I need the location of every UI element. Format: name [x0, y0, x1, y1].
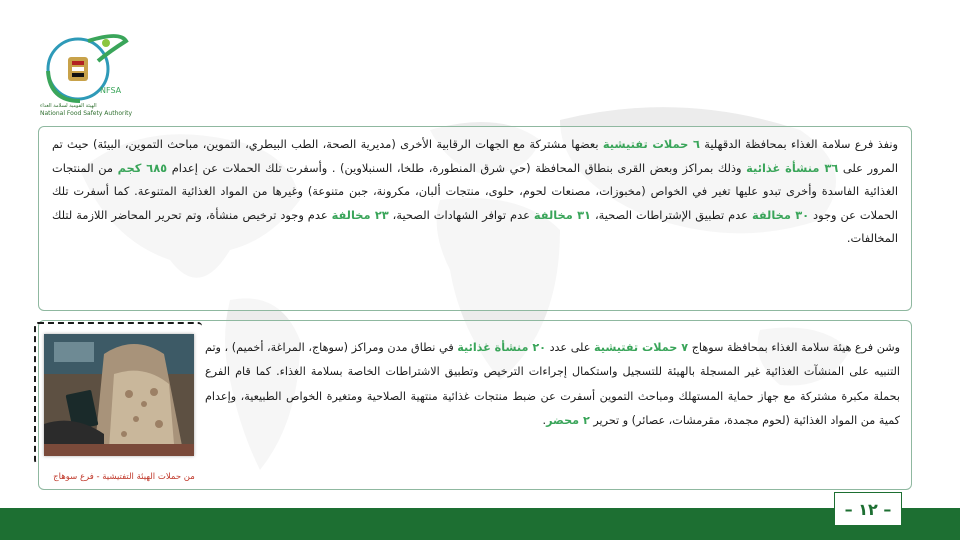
text-segment: وذلك بمراكز وبعض القرى بنطاق المحافظة (حي شرق المنطورة، طلخا، السنبلاوين) . وأسفرت تلك الحملات عن إعدام: [167, 160, 747, 175]
logo-arabic-name: الهيئة القومية لسلامة الغذاء: [40, 103, 97, 109]
logo-english-name: National Food Safety Authority: [40, 110, 133, 117]
section-sohag-text: [205, 336, 900, 434]
text-segment: بعضها مشتركة مع الجهات الرقابية الأخرى (مديرية الصحة، الطب البيطري، التموين، مباحث التموين، البيئة) حيث تم المرور على: [52, 137, 899, 175]
highlight-figure: ٢٣ مخالفة: [331, 207, 389, 222]
highlight-figure: ٦ حملات تفتيشية: [602, 137, 700, 151]
text-segment: وشن فرع هيئة سلامة الغذاء بمحافظة سوهاج: [688, 341, 901, 354]
highlight-figure: ٦٨٥ كجم: [117, 160, 168, 175]
text-segment: ونفذ فرع سلامة الغذاء بمحافظة الدقهلية: [699, 137, 898, 151]
text-segment: من المنتجات الغذائية الفاسدة وأخرى تبدو عليها تغير في الخواص (مخبوزات، مصنعات لحوم، حلوى، منتجات ألبان، مكرونة، جبن متنوعة) وغيرها من المواد الغذائية المتنوعة. كما أسفرت تلك الحملات عن وجود: [52, 160, 899, 222]
page-number: – ١٢ –: [834, 492, 902, 526]
text-segment: في نطاق مدن ومراكز (سوهاج، المراغة، أخميم) ، وتم التنبيه على المنشآت الغذائية غير المسجلة بالهيئة للتسجيل واستكمال إجراءات الترخيص وتطبيق الاشتراطات الخاصة بسلامة الغذاء. كما قام الفرع بحملة مكبرة مشتركة مع جهاز حماية المستهلك ومباحث التموين أسفرت عن ضبط منتجات غذائية منتهية الصلاحية ومتغيرة الخواص الطبيعية، وإعدام كمية من المواد الغذائية (لحوم مجمدة، مقرمشات، عصائر) و تحرير: [205, 341, 900, 428]
highlight-figure: ٣٠ مخالفة: [751, 207, 810, 222]
highlight-figure: ٢٠ منشأة غذائية: [457, 341, 546, 354]
section-dakahlia-text: [52, 133, 898, 251]
highlight-figure: ٢ محضر: [546, 414, 590, 428]
photo-caption: من حملات الهيئة التفتيشية - فرع سوهاج: [53, 472, 195, 482]
campaign-photo-frame: [44, 334, 194, 456]
text-segment: على عدد: [545, 341, 594, 354]
text-segment: عدم توافر الشهادات الصحية،: [388, 207, 534, 222]
logo-badge: NFSA: [100, 86, 122, 95]
highlight-figure: ٣١ مخالفة: [533, 207, 591, 222]
text-segment: .: [542, 414, 547, 428]
campaign-photo: [44, 334, 194, 456]
highlight-figure: ٣٦ منشأة غذائية: [746, 160, 839, 175]
text-segment: عدم وجود ترخيص منشأة، وتم تحرير المحاضر اللازمة لتلك المخالفات.: [52, 207, 898, 246]
highlight-figure: ٧ حملات تفتيشية: [594, 341, 689, 354]
footer-bar: [0, 508, 960, 540]
text-segment: عدم تطبيق الإشتراطات الصحية،: [591, 207, 752, 222]
